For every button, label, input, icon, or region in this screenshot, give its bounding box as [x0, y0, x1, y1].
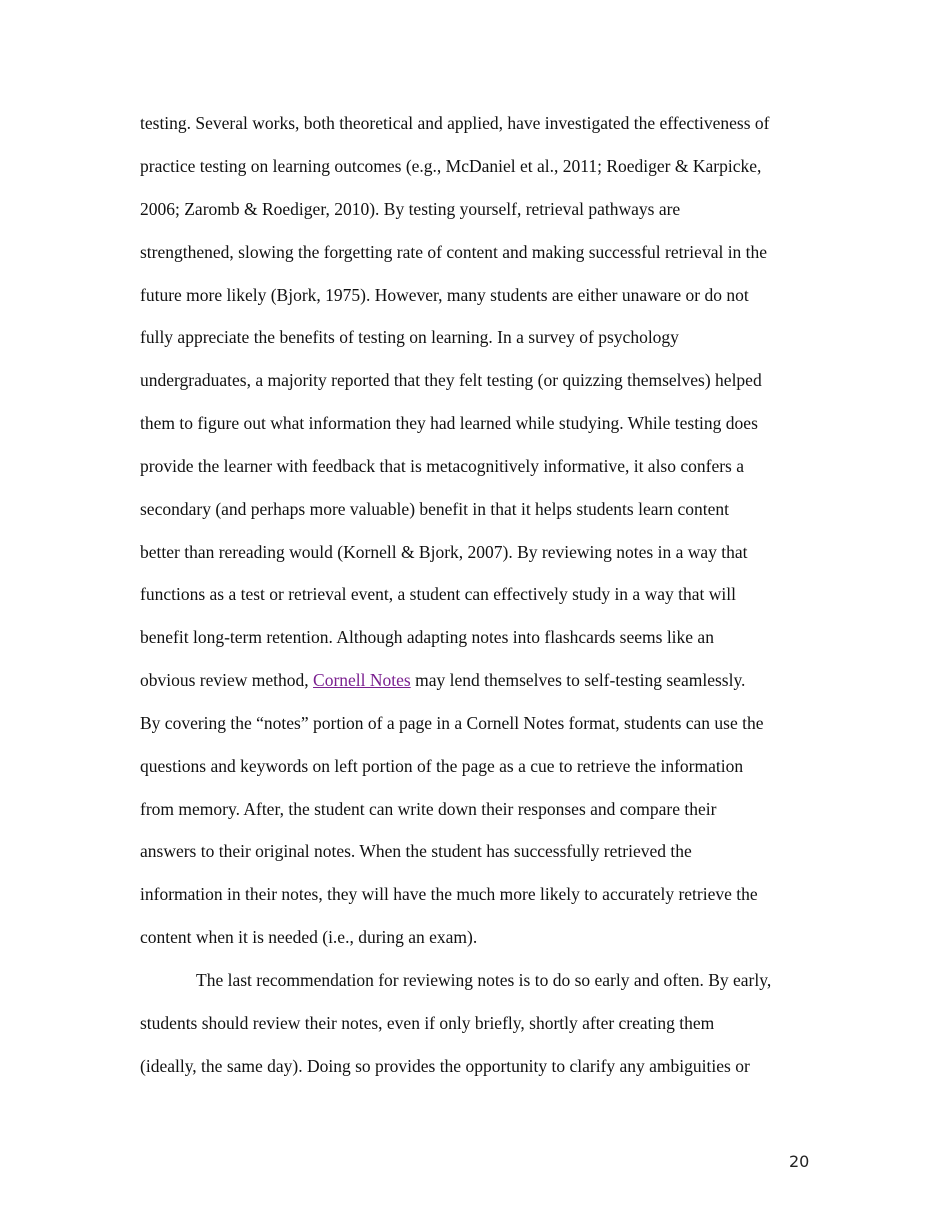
body-line: content when it is needed (i.e., during an exam).: [140, 927, 478, 947]
body-line: undergraduates, a majority reported that they felt testing (or quizzing themselves) helped: [140, 370, 762, 390]
body-line: provide the learner with feedback that is metacognitively informative, it also confers a: [140, 456, 745, 476]
body-line: strengthened, slowing the forgetting rate of content and making successful retrieval in the: [140, 242, 768, 262]
link-line-after: may lend themselves to self-testing seamlessly.: [410, 670, 746, 690]
cornell-notes-link[interactable]: Cornell Notes: [313, 670, 411, 690]
body-line: functions as a test or retrieval event, a student can effectively study in a way that will: [140, 584, 736, 604]
body-line: questions and keywords on left portion of the page as a cue to retrieve the information: [140, 756, 744, 776]
page-number: 20: [789, 1152, 810, 1171]
body-line: them to figure out what information they had learned while studying. While testing does: [140, 413, 758, 433]
body-line: benefit long-term retention. Although adapting notes into flashcards seems like an: [140, 627, 714, 647]
body-line: better than rereading would (Kornell & Bjork, 2007). By reviewing notes in a way that: [140, 542, 748, 562]
body-line: future more likely (Bjork, 1975). However, many students are either unaware or do not: [140, 285, 749, 305]
body-line: students should review their notes, even if only briefly, shortly after creating them: [140, 1013, 715, 1033]
body-line: from memory. After, the student can write down their responses and compare their: [140, 799, 717, 819]
paragraph-2-first-line: The last recommendation for reviewing notes is to do so early and often. By early,: [196, 970, 772, 990]
body-line: answers to their original notes. When the student has successfully retrieved the: [140, 841, 692, 861]
body-line: By covering the “notes” portion of a page in a Cornell Notes format, students can use the: [140, 713, 764, 733]
link-line-before: obvious review method,: [140, 670, 314, 690]
body-line-with-link: [140, 669, 745, 691]
body-line: testing. Several works, both theoretical and applied, have investigated the effectiveness of: [140, 113, 770, 133]
body-line: secondary (and perhaps more valuable) benefit in that it helps students learn content: [140, 499, 729, 519]
body-line: fully appreciate the benefits of testing on learning. In a survey of psychology: [140, 327, 679, 347]
body-line: practice testing on learning outcomes (e.g., McDaniel et al., 2011; Roediger & Karpicke,: [140, 156, 762, 176]
body-line: (ideally, the same day). Doing so provides the opportunity to clarify any ambiguities or: [140, 1056, 750, 1076]
body-line: information in their notes, they will have the much more likely to accurately retrieve the: [140, 884, 758, 904]
body-line: 2006; Zaromb & Roediger, 2010). By testing yourself, retrieval pathways are: [140, 199, 681, 219]
